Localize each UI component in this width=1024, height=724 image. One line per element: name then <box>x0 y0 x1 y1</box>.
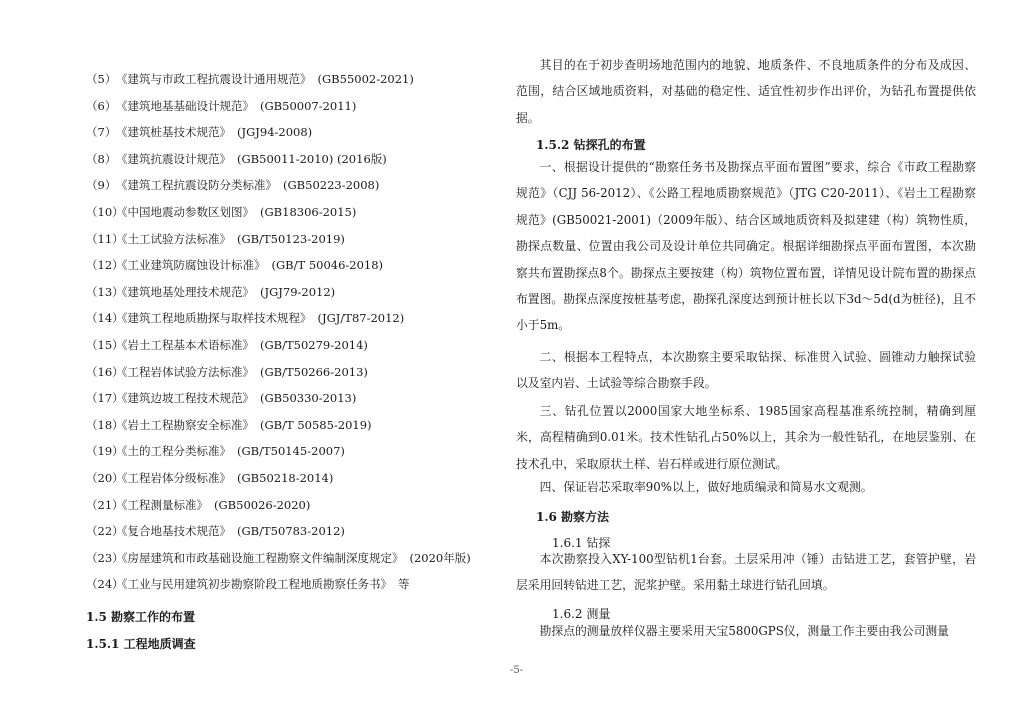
reference-item: （5）《建筑与市政工程抗震设计通用规范》 (GB55002-2021) <box>86 72 414 86</box>
reference-item: （8）《建筑抗震设计规范》 (GB50011-2010) (2016版) <box>86 151 387 166</box>
reference-item: （13）《建筑地基处理技术规范》 (JGJ79-2012) <box>86 284 336 299</box>
reference-item: （24）《工业与民用建筑初步勘察阶段工程地质勘察任务书》 等 <box>86 577 410 592</box>
reference-item: （21）《工程测量标准》 (GB50026-2020) <box>86 497 311 512</box>
reference-item: （16）《工程岩体试验方法标准》 (GB/T50266-2013) <box>86 364 368 379</box>
section-heading-1-5-2: 1.5.2 钻探孔的布置 <box>536 138 646 152</box>
reference-item: （14）《建筑工程地质勘探与取样技术规程》 (JGJ/T87-2012) <box>86 311 405 326</box>
paragraph-1: 一、根据设计提供的“勘察任务书及勘探点平面布置图”要求，综合《市政工程勘察规范》（CJJ 56-2012）、《公路工程地质勘察规范》（JTG C20-2011）、《岩土工程勘察规范》(GB50021-2001)（2009年版）、结合区域地质资料及拟建建（构）筑物性质，勘探点数量、位置由我公司及设计单位共同确定。根据详细勘探点平面布置图，本次勘察共布置勘探点8个。勘探点主要按建（构）筑物位置布置，详情见设计院布置的勘探点布置图。勘探点深度按桩基考虑，勘探孔深度达到预计桩长以下3d～5d(d为桩径)，且不小于5m。 <box>516 160 976 333</box>
reference-item: （22）《复合地基技术规范》 (GB/T50783-2012) <box>86 524 345 539</box>
reference-list <box>86 66 471 598</box>
reference-item: （11）《土工试验方法标准》 (GB/T50123-2019) <box>86 231 345 246</box>
reference-item: （7）《建筑桩基技术规范》 (JGJ94-2008) <box>86 125 313 140</box>
paragraph-5: 本次勘察投入XY-100型钻机1台套。土层采用冲（锤）击钻进工艺，套管护壁，岩层采用回转钻进工艺，泥浆护壁。采用黏土球进行钻孔回填。 <box>516 552 976 593</box>
section-heading-1-5-1: 1.5.1 工程地质调查 <box>86 637 196 651</box>
paragraph-4: 四、保证岩芯采取率90%以上，做好地质编录和简易水文观测。 <box>539 480 873 494</box>
subsection-heading-1-6-1: 1.6.1 钻探 <box>552 536 611 550</box>
section-heading-1-6: 1.6 勘察方法 <box>536 510 610 524</box>
paragraph-6: 勘探点的测量放样仪器主要采用天宝5800GPS仪，测量工作主要由我公司测量 <box>539 624 949 638</box>
subsection-heading-1-6-2: 1.6.2 测量 <box>552 607 611 621</box>
reference-item: （17）《建筑边坡工程技术规范》 (GB50330-2013) <box>86 391 357 406</box>
reference-item: （19）《土的工程分类标准》 (GB/T50145-2007) <box>86 444 345 459</box>
intro-paragraph: 其目的在于初步查明场地范围内的地貌、地质条件、不良地质条件的分布及成因、范围，结合区域地质资料，对基础的稳定性、适宜性初步作出评价，为钻孔布置提供依据。 <box>516 58 976 125</box>
reference-item: （10）《中国地震动参数区划图》 (GB18306-2015) <box>86 204 357 219</box>
page-number: -5- <box>510 665 524 676</box>
reference-item: （23）《房屋建筑和市政基础设施工程勘察文件编制深度规定》 (2020年版) <box>86 550 471 565</box>
reference-item: （18）《岩土工程勘察安全标准》 (GB/T 50585-2019) <box>86 417 372 432</box>
reference-item: （6）《建筑地基基础设计规范》 (GB50007-2011) <box>86 98 357 113</box>
paragraph-2: 二、根据本工程特点，本次勘察主要采取钻探、标准贯入试验、圆锥动力触探试验以及室内岩、土试验等综合勘察手段。 <box>516 350 976 391</box>
reference-item: （15）《岩土工程基本术语标准》 (GB/T50279-2014) <box>86 337 368 352</box>
reference-item: （9）《建筑工程抗震设防分类标准》 (GB50223-2008) <box>86 178 380 193</box>
section-heading-1-5: 1.5 勘察工作的布置 <box>86 610 196 624</box>
paragraph-3: 三、钻孔位置以2000国家大地坐标系、1985国家高程基准系统控制，精确到厘米，高程精确到0.01米。技术性钻孔占50%以上，其余为一般性钻孔，在地层鉴别、在技术孔中，采取原状土样、岩石样或进行原位测试。 <box>516 404 976 471</box>
reference-item: （12）《工业建筑防腐蚀设计标准》 (GB/T 50046-2018) <box>86 258 384 273</box>
reference-item: （20）《工程岩体分级标准》 (GB50218-2014) <box>86 470 334 485</box>
